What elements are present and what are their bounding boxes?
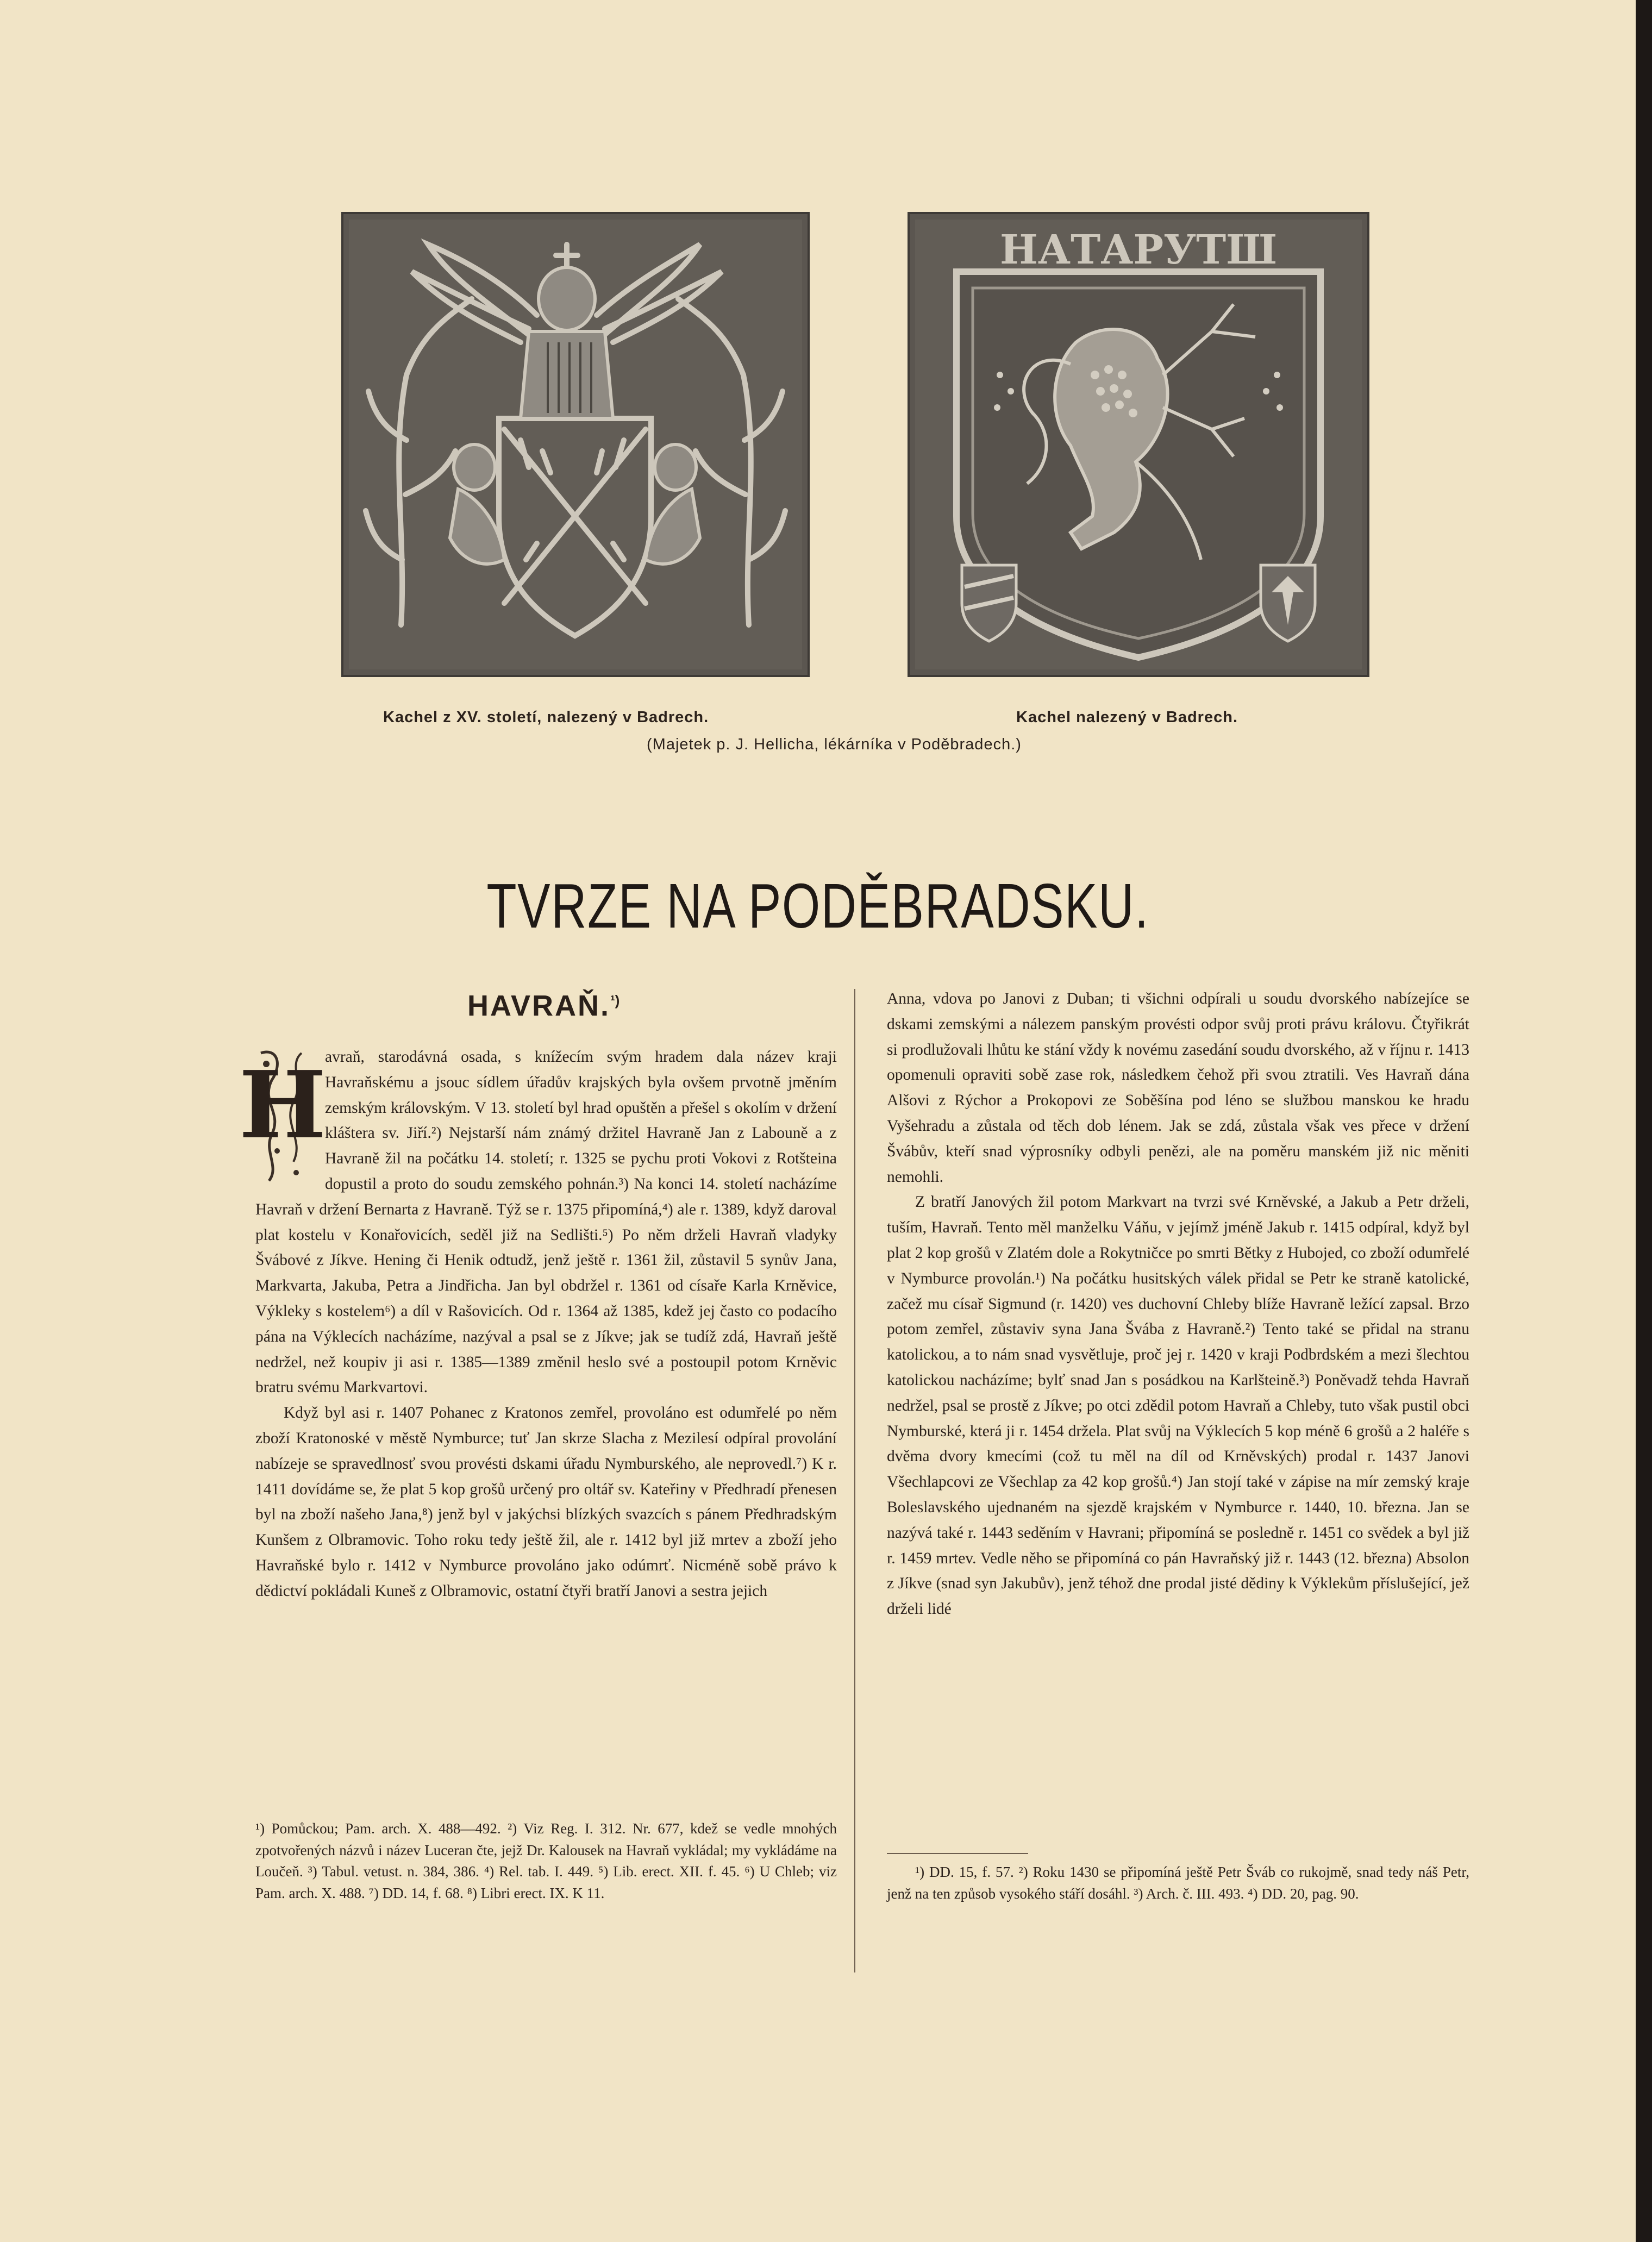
dropcap-letter: H (239, 1051, 327, 1160)
left-paragraph-1: avraň, starodávná osada, s knížecím svým hradem dala název kraji Havraňskému a jsouc sídlem úřadův krajských byla ovšem prvotně jměním zemským královským. V 13. století byl hrad opuštěn a přešel s okolím v držení kláštera sv. Jiří.²) Nejstarší nám známý držitel Havraně Jan z Labouně a z Havraně žil na počátku 14. století; r. 1325 se pychu proti Vokovi z Rotšteina dopustil a proto do soudu zemského pohnán.³) Na konci 14. století nacházíme Havraň v držení Bernarta z Havraně. Týž se r. 1375 připomíná,⁴) ale r. 1389, když daroval plat kostelu v Konařovicích, seděl již na Sedlišti.⁵) Po něm drželi Havraň vladyky Švábové z Jíkve. Hening či Henik odtudž, jenž ještě r. 1361 žil, zůstavil 5 synův Jana, Markvarta, Jakuba, Petra a Jindřicha. Jan byl obdržel r. 1361 od císaře Karla Krněvice, Výkleky s kostelem⁶) a díl v Rašovicích. Od r. 1364 až 1385, kdež jej často co podacího pána na Výklecích nacházíme, nazýval a psal se z Jíkve; jak se tudíž zdá, Havraň ještě nedržel, než koupiv ji asi r. 1385—1389 změnil heslo své a postoupil potom Krněvic bratru svému Markvartovi. (255, 1048, 837, 1396)
section-heading-text: HAVRAŇ. (467, 990, 610, 1022)
binding-edge (1636, 0, 1652, 2242)
right-paragraph-1: Anna, vdova po Janovi z Duban; ti všichni odpírali u soudu dvorského nabízejíce se dskami zemskými a nálezem panským provésti odpor svůj proti právu královu. Čtyřikrát si prodlužovali lhůtu ke stání vždy k novému zasedání soudu dvorského, až v říjnu r. 1413 opomenuli opraviti sobě zase rok, následkem čehož při svou ztratili. Ves Havraň dána Alšovi z Rýchor a Prokopovi ze Soběšína pod léno se službou manskou ke hradu Vyšehradu a zůstala od těch dob lénem. Jak se zdá, zůstala však ves přece v držení Švábův, kteří snad výprosníky odbyli penězi, ale na poměru manském již nic měniti nemohli. (887, 990, 1469, 1186)
ornamental-tile-lion-shield-icon (908, 212, 1369, 677)
section-heading (467, 989, 620, 1023)
decorated-initial-icon (239, 1042, 327, 1187)
right-footnotes (887, 1853, 1469, 1905)
right-paragraph-2: Z bratří Janových žil potom Markvart na tvrzi své Krněvské, a Jakub a Petr drželi, tuším, Havraň. Tento měl manželku Váňu, v jejímž jméně Jakub r. 1415 odpíral, když byl plat 2 kop grošů v Zlatém dole a Rokytničce po smrti Bětky z Hubojed, co zboží odumřelé v Nymburce provolán.¹) Na počátku husitských válek přidal se Petr ke straně katolické, začež mu císař Sigmund (r. 1420) ves duchovní Chleby blíže Havraně ležící zapsal. Brzo potom zemřel, zůstaviv syna Jana Švába z Havraně.²) Tento také se přidal na stranu katolickou, a to nám snad vysvětluje, proč jej r. 1420 v kraji Podbrdském a mezi šlechtou katolickou nacházíme; bylť snad Jan s posádkou na Karlšteině.³) Poněvadž tehda Havraň nedržel, psal se prostě z Jíkve; po otci zdědil potom Havraň a Chleby, tuto však pustil obci Nymburské, která ji r. 1454 držela. Plat svůj na Výklecích 5 kop méně 6 grošů a 2 haléře s dvěma dvory kmecími (což tu měl na díl od Krněvských) prodal r. 1437 Janovi Všechlapcovi ze Všechlap za 42 kop grošů.⁴) Jan stojí také v zápise na mír zemský kraje Boleslavského ujednaném na sjezdě krajském v Nymburce r. 1440, 10. března. Jan se nazývá také r. 1443 seděním v Havrani; připomíná se posledně r. 1451 co svědek a byl již r. 1459 mrtev. Vedle něho se připomíná co pán Havraňský již r. 1443 (12. března) Absolon z Jíkve (snad syn Jakubův), jenž téhož dne prodal jisté dědiny k Výklekům příslušející, jež drželi lidé (887, 1193, 1469, 1618)
ornamental-tile-angel-shield-icon (341, 212, 810, 677)
page-title: TVRZE NA PODĚBRADSKU. (486, 871, 1149, 941)
right-footnote-text: ¹) DD. 15, f. 57. ²) Roku 1430 se připomíná ještě Petr Šváb co rukojmě, snad tedy náš Petr, jenž na ten způsob vysokého stáří dosáhl. ³) Arch. č. III. 493. ⁴) DD. 20, pag. 90. (887, 1864, 1469, 1902)
right-text-column (887, 986, 1469, 1622)
left-figure-caption: Kachel z XV. století, nalezený v Badrech. (383, 709, 709, 726)
ownership-note: (Majetek p. J. Hellicha, lékárníka v Poděbradech.) (647, 736, 1022, 753)
left-text-column (239, 1044, 837, 1604)
left-footnotes (255, 1817, 837, 1904)
section-heading-note: ¹) (610, 992, 620, 1009)
tile-inscription: НАТАРУТШ (999, 227, 1278, 273)
left-tile-figure (341, 212, 810, 677)
right-tile-figure (908, 212, 1369, 677)
left-footnote-text: ¹) Pomůckou; Pam. arch. X. 488—492. ²) Viz Reg. I. 312. Nr. 677, kdež se vedle mnohých zpotvořených názvů i název Luceran čte, jejž Dr. Kalousek na Havraň vykládal; my vykládáme na Loučeň. ³) Tabul. vetust. n. 384, 386. ⁴) Rel. tab. I. 449. ⁵) Lib. erect. XII. f. 45. ⁶) U Chleb; viz Pam. arch. X. 488. ⁷) DD. 14, f. 68. ⁸) Libri erect. IX. K 11. (255, 1820, 837, 1901)
footnote-rule (887, 1853, 1028, 1854)
column-divider (854, 989, 855, 1972)
left-paragraph-2: Když byl asi r. 1407 Pohanec z Kratonos zemřel, provoláno est odumřelé po něm zboží Kratonoské v městě Nymburce; tuť Jan skrze Slacha z Mezilesí odpíral provolání nabízeje se spravedlnosť svou provésti dskami úřadu Nymburského, ale neprovedl.⁷) K r. 1411 dovídáme se, že plat 5 kop grošů určený pro oltář sv. Kateřiny v Předhradí přenesen byl na zboží našeho Jana,⁸) jenž byl v jakýchsi blízkých svazcích s pánem Předhradským Kunšem z Olbramovic. Toho roku tedy ještě žil, ale r. 1412 byl již mrtev a zboží jeho Havraňské bylo r. 1412 v Nymburce provoláno jako odúmrť. Nicméně sobě právo k dědictví pokládali Kuneš z Olbramovic, ostatní čtyři bratří Janovi a sestra jejich (255, 1404, 837, 1600)
right-figure-caption: Kachel nalezený v Badrech. (1016, 709, 1238, 726)
